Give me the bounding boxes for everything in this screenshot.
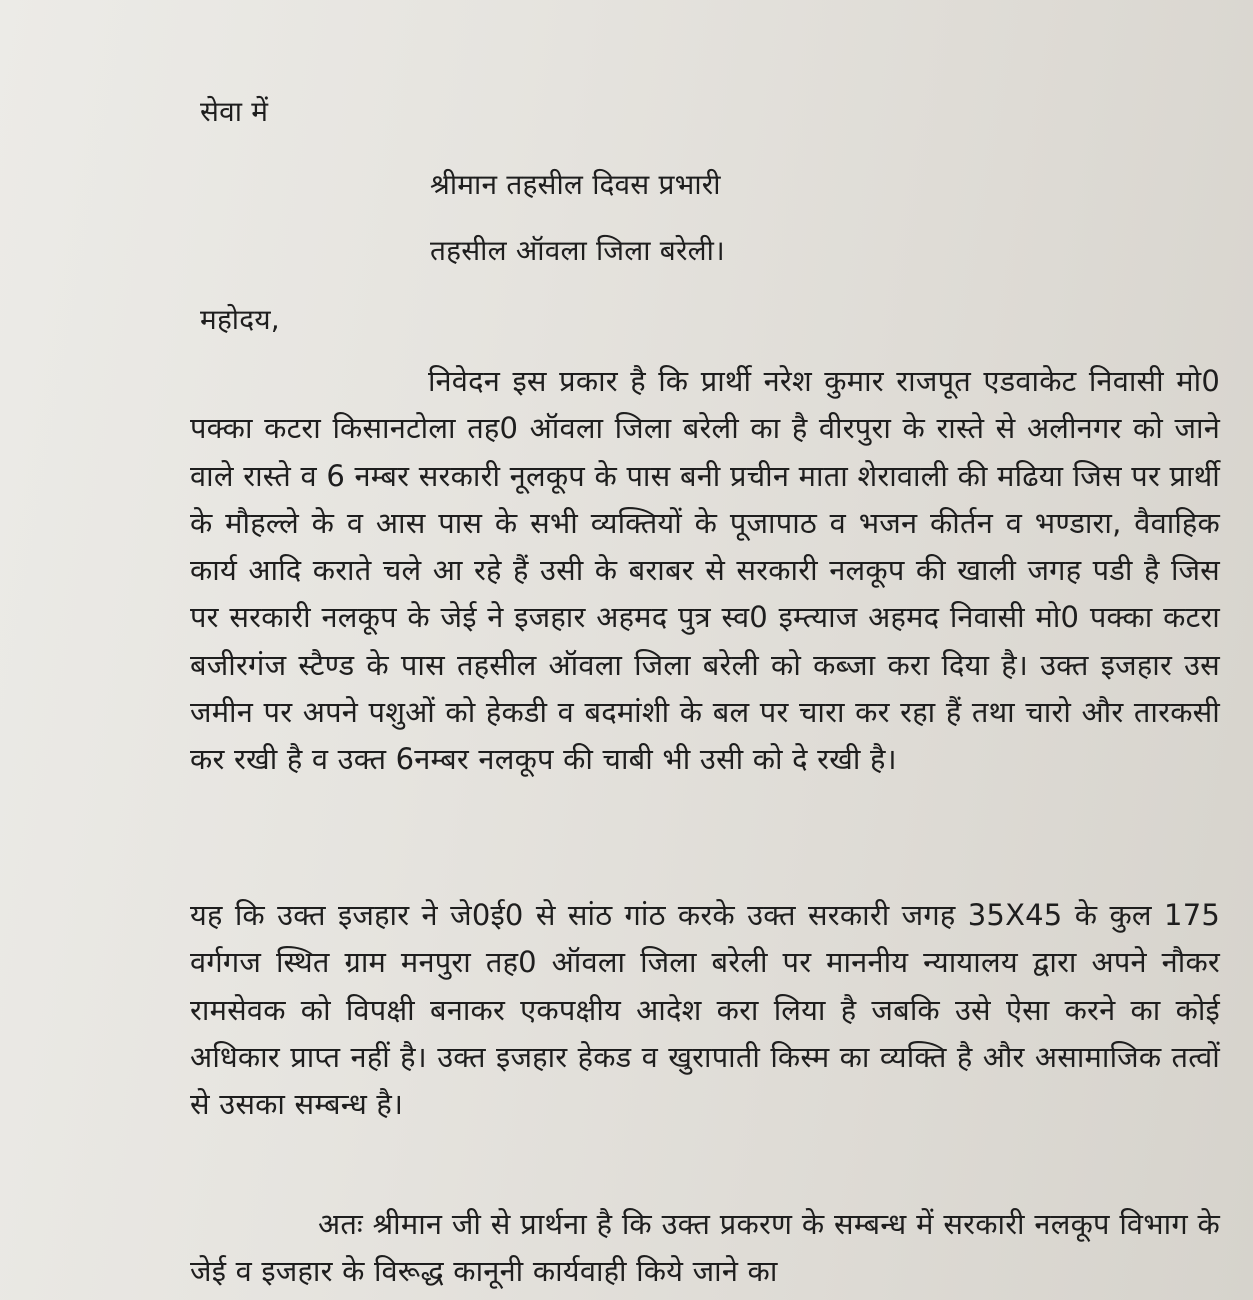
paragraph-2: यह कि उक्त इजहार ने जे0ई0 से सांठ गांठ करके उक्त सरकारी जगह 35X45 के कुल 175 वर्गगज स्थित ग्राम मनपुरा तह0 ऑवला जिला बरेली पर माननीय न्यायालय द्वारा अपने नौकर रामसेवक को विपक्षी बनाकर एकपक्षीय आदेश करा लिया है जबकि उसे ऐसा करने का कोई अधिकार प्राप्त नहीं है। उक्त इजहार हेकड व खुरापाती किस्म का व्यक्ति है और असामाजिक तत्वों से उसका सम्बन्ध है। <box>190 898 1220 1122</box>
salutation: महोदय, <box>200 303 280 336</box>
addressee-line-1: श्रीमान तहसील दिवस प्रभारी <box>430 168 721 201</box>
to-label: सेवा में <box>200 95 269 128</box>
addressee-line-2: तहसील ऑवला जिला बरेली। <box>430 234 725 267</box>
paragraph-3: अतः श्रीमान जी से प्रार्थना है कि उक्त प्रकरण के सम्बन्ध में सरकारी नलकूप विभाग के जेई व इजहार के विरूद्ध कानूनी कार्यवाही किये जाने का <box>190 1207 1220 1289</box>
paragraph-1: निवेदन इस प्रकार है कि प्रार्थी नरेश कुमार राजपूत एडवाकेट निवासी मो0 पक्का कटरा किसानटोला तह0 ऑवला जिला बरेली का है वीरपुरा के रास्ते से अलीनगर को जाने वाले रास्ते व 6 नम्बर सरकारी नूलकूप के पास बनी प्रचीन माता शेरावाली की मढिया जिस पर प्रार्थी के मौहल्ले के व आस पास के सभी व्यक्तियों के पूजापाठ व भजन कीर्तन व भण्डारा, वैवाहिक कार्य आदि कराते चले आ रहे हैं उसी के बराबर से सरकारी नलकूप की खाली जगह पडी है जिस पर सरकारी नलकूप के जेई ने इजहार अहमद पुत्र स्व0 इम्त्याज अहमद निवासी मो0 पक्का कटरा बजीरगंज स्टैण्ड के पास तहसील ऑवला जिला बरेली को कब्जा करा दिया है। उक्त इजहार उस जमीन पर अपने पशुओं को हेकडी व बदमांशी के बल पर चारा कर रहा हैं तथा चारो और तारकसी कर रखी है व उक्त 6नम्बर नलकूप की चाबी भी उसी को दे रखी है। <box>190 364 1220 777</box>
